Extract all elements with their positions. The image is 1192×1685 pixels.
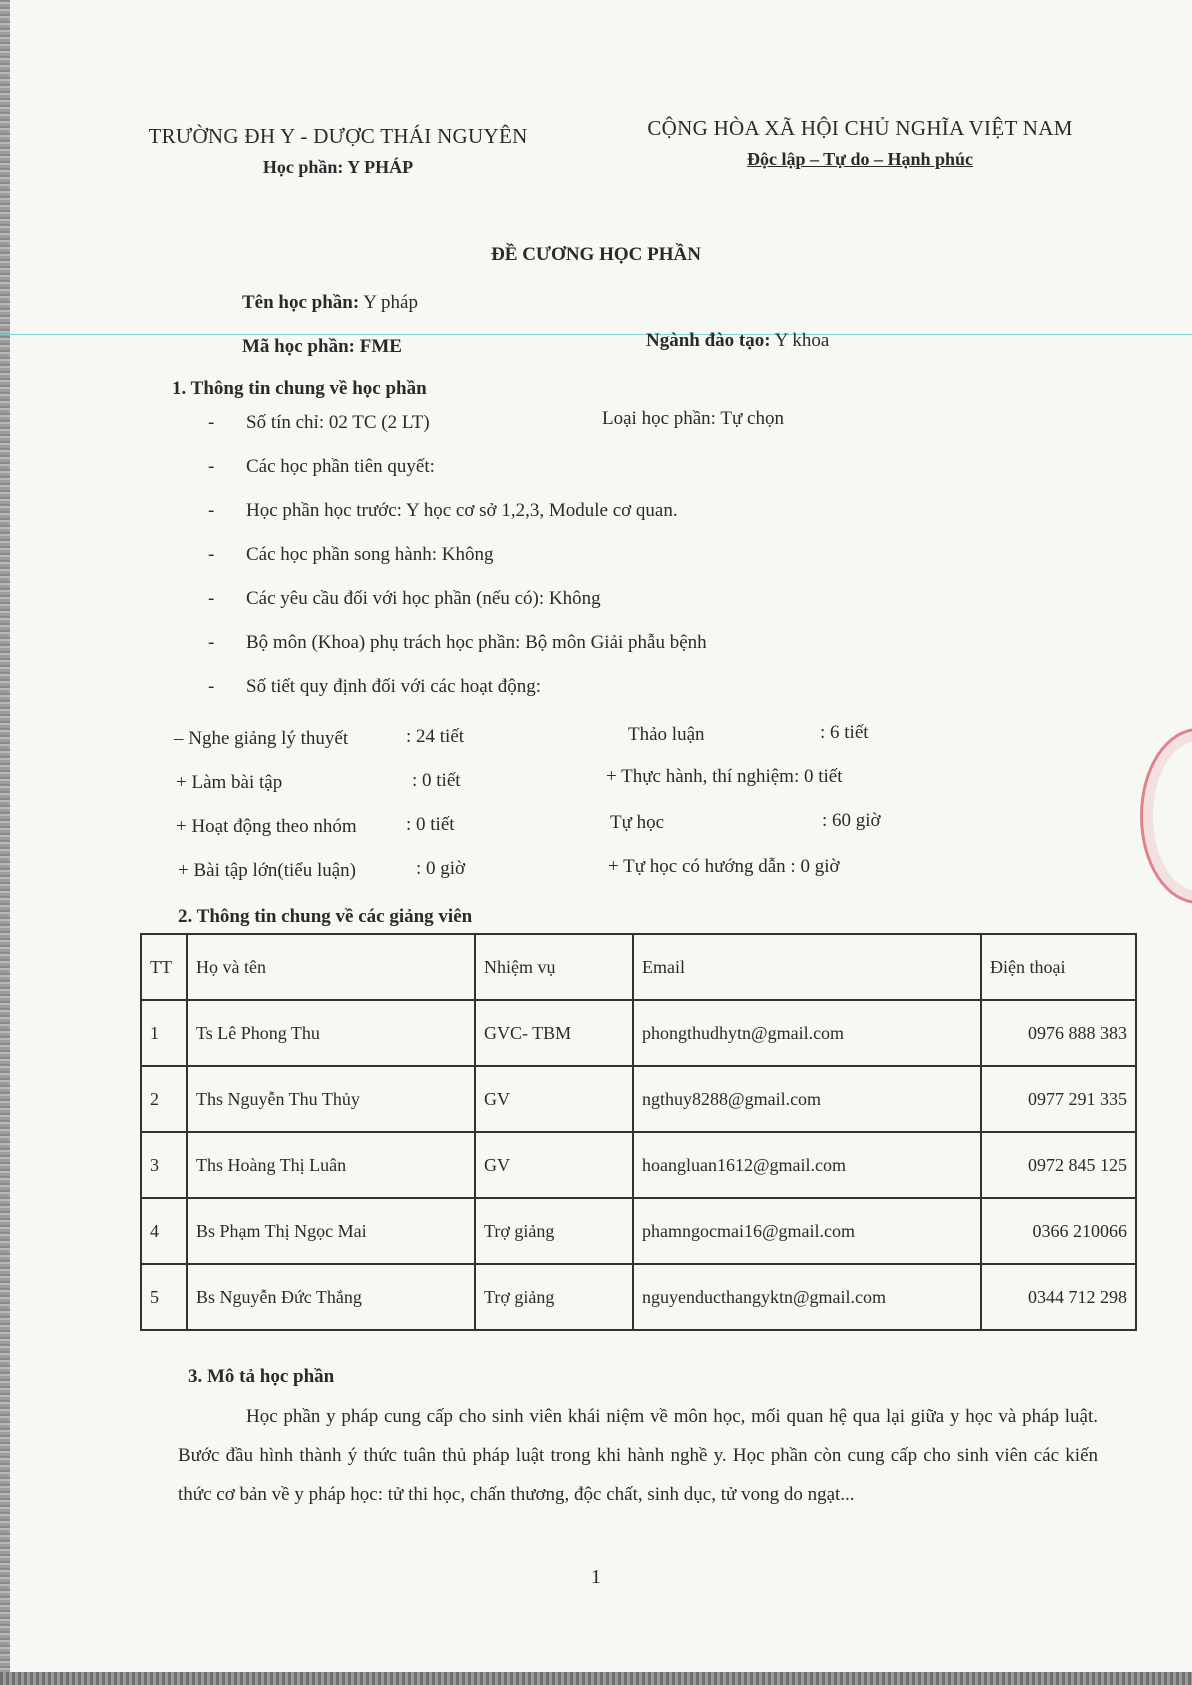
cell-email: ngthuy8288@gmail.com (633, 1066, 981, 1132)
cell-tt: 3 (141, 1132, 187, 1198)
major-row (646, 330, 829, 352)
activity-right: + Tự học có hướng dẫn : 0 giờ (608, 856, 840, 877)
cell-tt: 2 (141, 1066, 187, 1132)
cell-tt: 5 (141, 1264, 187, 1330)
header-left (118, 124, 558, 178)
course-name-value: Y pháp (363, 292, 418, 313)
section1-list (208, 456, 707, 720)
table-row (141, 1000, 1136, 1066)
activity-left: + Bài tập lớn(tiểu luận) (178, 860, 356, 881)
cell-phone: 0972 845 125 (981, 1132, 1136, 1198)
course-code-row (242, 336, 402, 358)
cell-duty: GVC- TBM (475, 1000, 633, 1066)
cell-email: nguyenducthangyktn@gmail.com (633, 1264, 981, 1330)
cell-name: Bs Nguyễn Đức Thắng (187, 1264, 475, 1330)
cell-duty: Trợ giảng (475, 1264, 633, 1330)
school-name: TRƯỜNG ĐH Y - DƯỢC THÁI NGUYÊN (148, 124, 528, 148)
activity-left-value: : 0 giờ (416, 858, 466, 879)
major-value: Y khoa (774, 330, 830, 351)
national-motto: Độc lập – Tự do – Hạnh phúc (746, 149, 974, 169)
credits-text: Số tín chỉ: 02 TC (2 LT) (246, 412, 430, 433)
document-title: ĐỀ CƯƠNG HỌC PHẦN (491, 244, 701, 265)
table-row (141, 1198, 1136, 1264)
major-label: Ngành đào tạo: (646, 330, 771, 351)
column-header: Nhiệm vụ (475, 934, 633, 1000)
lecturers-table (140, 933, 1137, 1331)
column-header: Email (633, 934, 981, 1000)
activity-right-value: : 60 giờ (822, 810, 881, 831)
cell-name: Ths Nguyễn Thu Thủy (187, 1066, 475, 1132)
section2-heading: 2. Thông tin chung về các giảng viên (178, 906, 473, 927)
course-name-row (242, 292, 418, 314)
national-title: CỘNG HÒA XÃ HỘI CHỦ NGHĨA VIỆT NAM (647, 116, 1073, 140)
header-right (600, 116, 1120, 170)
column-header: Họ và tên (187, 934, 475, 1000)
course-module: Học phần: Y PHÁP (262, 157, 414, 177)
cell-tt: 4 (141, 1198, 187, 1264)
scan-bottom-band (0, 1672, 1192, 1685)
cell-duty: GV (475, 1066, 633, 1132)
activity-right: Thảo luận (628, 724, 705, 745)
activity-left-value: : 24 tiết (406, 726, 465, 747)
table-header-row (141, 934, 1136, 1000)
scan-line (0, 334, 1192, 335)
red-stamp (1140, 728, 1192, 904)
activity-left: + Hoạt động theo nhóm (176, 816, 357, 837)
column-header: Điện thoại (981, 934, 1136, 1000)
list-item: - Số tiết quy định đối với các hoạt động: (208, 676, 542, 697)
cell-tt: 1 (141, 1000, 187, 1066)
list-item: - Học phần học trước: Y học cơ sở 1,2,3, Module cơ quan. (208, 500, 678, 521)
course-code-label: Mã học phần: (242, 336, 355, 357)
cell-phone: 0344 712 298 (981, 1264, 1136, 1330)
list-item: - Bộ môn (Khoa) phụ trách học phần: Bộ môn Giải phẫu bệnh (208, 632, 707, 653)
activity-left: – Nghe giảng lý thuyết (174, 728, 349, 749)
activity-right: Tự học (610, 812, 665, 833)
list-item: - Các yêu cầu đối với học phần (nếu có): Không (208, 588, 601, 609)
cell-phone: 0977 291 335 (981, 1066, 1136, 1132)
activity-right-value: : 6 tiết (820, 722, 869, 743)
course-type: Loại học phần: Tự chọn (602, 408, 784, 429)
activity-left-value: : 0 tiết (412, 770, 461, 791)
cell-duty: Trợ giảng (475, 1198, 633, 1264)
activity-right: + Thực hành, thí nghiệm: 0 tiết (606, 766, 843, 787)
cell-duty: GV (475, 1132, 633, 1198)
table-row (141, 1264, 1136, 1330)
course-description-text: Học phần y pháp cung cấp cho sinh viên khái niệm về môn học, mối quan hệ qua lại giữa y học và pháp luật. Bước đầu hình thành ý thức tuân thủ pháp luật trong khi hành nghề y. Học phần còn cung cấp cho sinh viên các kiến thức cơ bản về y pháp học: tử thi học, chấn thương, độc chất, sinh dục, tử vong do ngạt... (178, 1406, 1098, 1505)
cell-name: Ths Hoàng Thị Luân (187, 1132, 475, 1198)
course-description (178, 1397, 1098, 1514)
activity-left: + Làm bài tập (176, 772, 283, 793)
course-name-label: Tên học phần: (242, 292, 360, 313)
activity-left-value: : 0 tiết (406, 814, 455, 835)
cell-name: Ts Lê Phong Thu (187, 1000, 475, 1066)
cell-name: Bs Phạm Thị Ngọc Mai (187, 1198, 475, 1264)
course-code-value: FME (359, 336, 402, 357)
column-header: TT (141, 934, 187, 1000)
cell-email: hoangluan1612@gmail.com (633, 1132, 981, 1198)
cell-phone: 0976 888 383 (981, 1000, 1136, 1066)
list-item: - Các học phần song hành: Không (208, 544, 494, 565)
cell-phone: 0366 210066 (981, 1198, 1136, 1264)
table-row (141, 1132, 1136, 1198)
section3-heading: 3. Mô tả học phần (188, 1366, 335, 1387)
cell-email: phongthudhytn@gmail.com (633, 1000, 981, 1066)
cell-email: phamngocmai16@gmail.com (633, 1198, 981, 1264)
table-row (141, 1066, 1136, 1132)
section1-heading: 1. Thông tin chung về học phần (172, 378, 427, 399)
credits-row: - Số tín chỉ: 02 TC (2 LT) (208, 412, 430, 433)
page-number: 1 (591, 1566, 601, 1588)
list-item: - Các học phần tiên quyết: (208, 456, 435, 477)
